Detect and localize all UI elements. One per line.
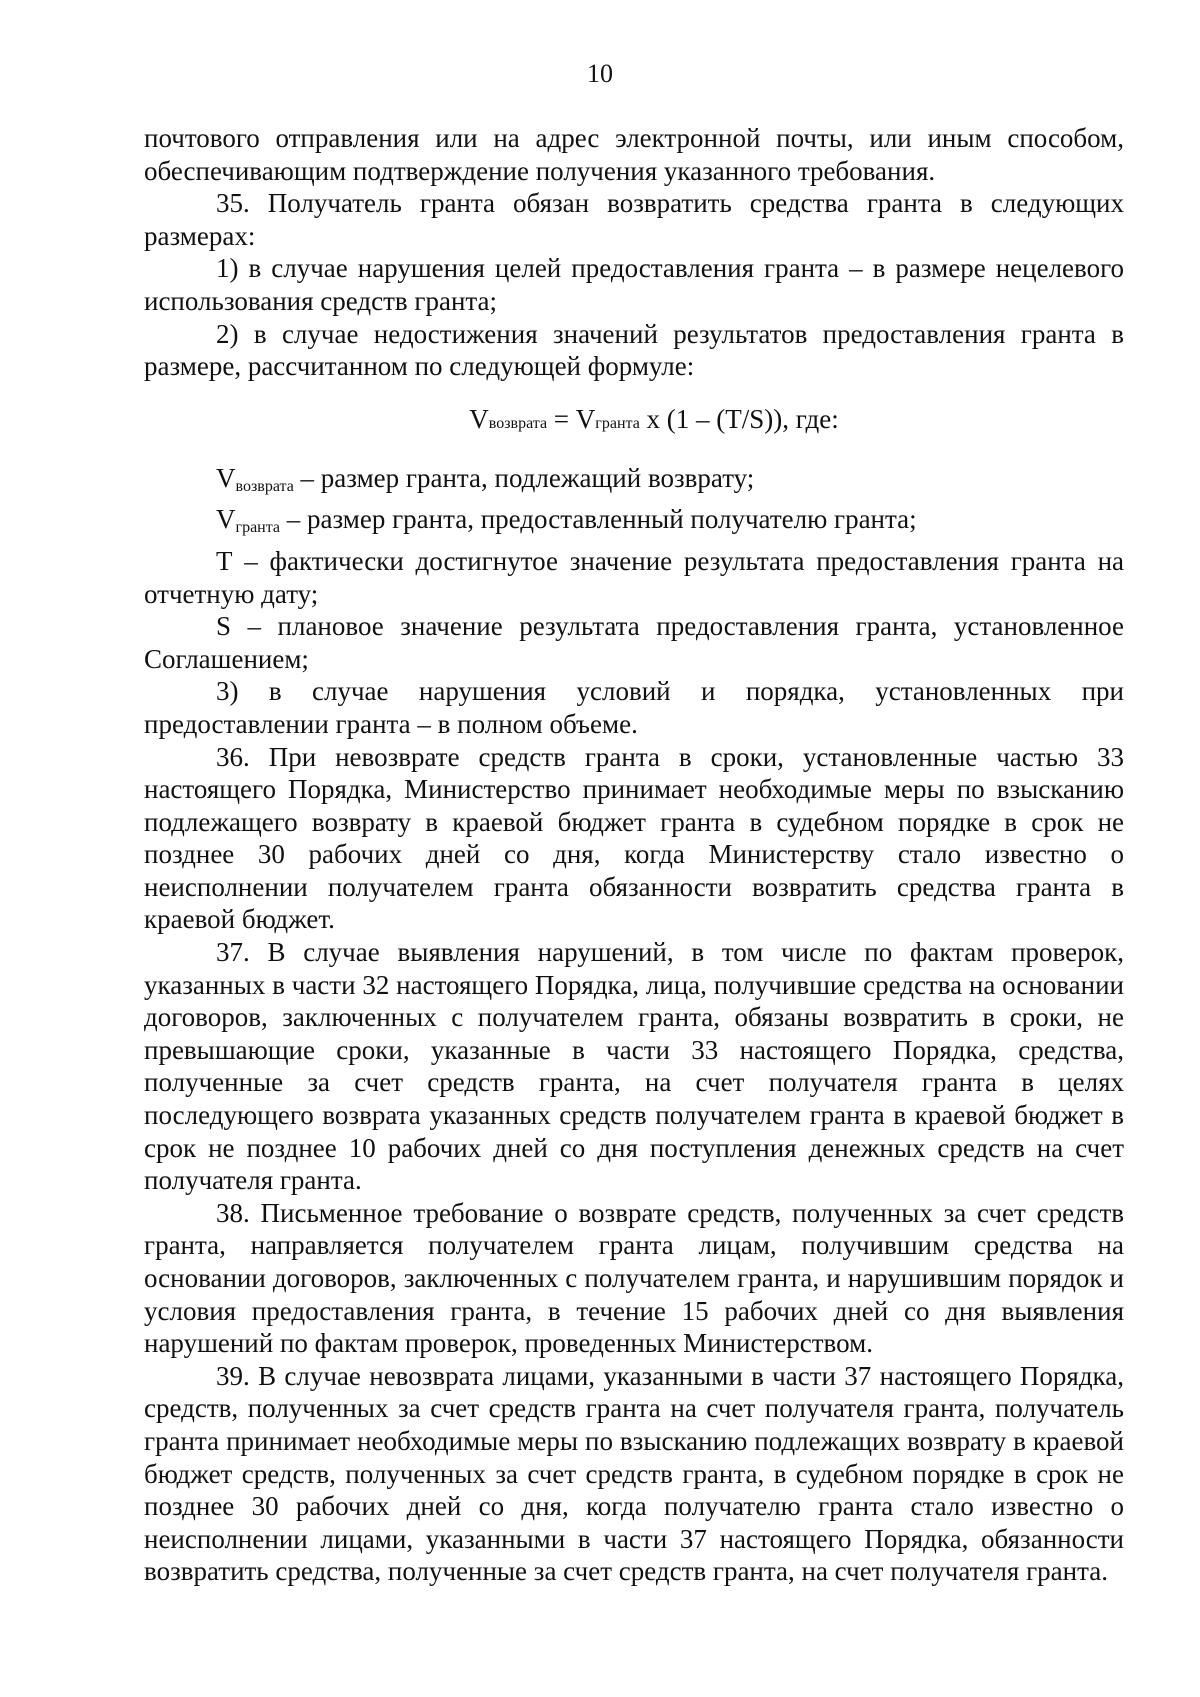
formula-v-grant-symbol: V	[575, 403, 596, 434]
paragraph-38: 38. Письменное требование о возврате средств, полученных за счет средств гранта, направляется получателем гранта лицам, получившим средства на основании договоров, заключенных с получателем гранта, и нарушившим порядок и условия предоставления гранта, в течение 15 рабочих дней со дня выявления нарушений по фактам проверок, проведенных Министерством.	[144, 1197, 1124, 1359]
paragraph-36: 36. При невозврате средств гранта в сроки, установленные частью 33 настоящего Порядка, Министерство принимает необходимые меры по взысканию подлежащего возврату в краевой бюджет гранта в судебном порядке в срок не позднее 30 рабочих дней со дня, когда Министерству стало известно о неисполнении получателем гранта обязанности возвратить средства гранта в краевой бюджет.	[144, 741, 1124, 935]
page-number: 10	[587, 59, 613, 88]
paragraph-37: 37. В случае выявления нарушений, в том числе по фактам проверок, указанных в части 32 настоящего Порядка, лица, получившие средства на основании договоров, заключенных с получателем гранта, обязаны возвратить в сроки, не превышающие сроки, указанные в части 33 настоящего Порядка, средства, полученные за счет средств гранта, на счет получателя гранта в целях последующего возврата указанных средств получателем гранта в краевой бюджет в срок не позднее 10 рабочих дней со дня поступления денежных средств на счет получателя гранта.	[144, 937, 1124, 1196]
paragraph-39: 39. В случае невозврата лицами, указанными в части 37 настоящего Порядка, средств, полученных за счет средств гранта на счет получателя гранта, получатель гранта принимает необходимые меры по взысканию подлежащих возврату в краевой бюджет средств, полученных за счет средств гранта, в судебном порядке в срок не позднее 30 рабочих дней со дня, когда получателю гранта стало известно о неисполнении лицами, указанными в части 37 настоящего Порядка, обязанности возвратить средства, полученные за счет средств гранта, на счет получателя гранта.	[144, 1360, 1124, 1587]
formula-rest: x (1 – (T/S)), где:	[639, 403, 839, 434]
formula-v-return-subscript: возврата	[488, 414, 548, 432]
paragraph-35-item-1: 1) в случае нарушения целей предоставления гранта – в размере нецелевого использования средств гранта;	[144, 253, 1124, 316]
document-body	[144, 122, 1124, 1588]
definition-v-grant	[144, 503, 1124, 545]
formula-equals: =	[547, 403, 576, 434]
definition-s: S – плановое значение результата предоставления гранта, установленное Соглашением;	[144, 611, 1124, 674]
paragraph-35: 35. Получатель гранта обязан возвратить средства гранта в следующих размерах:	[144, 188, 1124, 251]
definition-v-return-text: – размер гранта, подлежащий возврату;	[293, 462, 755, 493]
definition-v-grant-subscript: гранта	[235, 519, 281, 537]
formula	[144, 401, 1124, 442]
definition-v-return-subscript: возврата	[235, 477, 294, 495]
definition-v-return	[144, 462, 1124, 504]
paragraph-35-item-2: 2) в случае недостижения значений результатов предоставления гранта в размере, рассчитанном по следующей формуле:	[144, 318, 1124, 382]
definition-v-grant-symbol: V	[216, 504, 236, 535]
formula-v-grant-subscript: гранта	[595, 414, 640, 432]
formula-v-symbol: V	[469, 403, 489, 434]
definition-v-return-symbol: V	[216, 462, 236, 493]
definition-t: Т – фактически достигнутое значение результата предоставления гранта на отчетную дату;	[144, 545, 1124, 609]
paragraph-continuation: почтового отправления или на адрес электронной почты, или иным способом, обеспечивающим подтверждение получения указанного требования.	[144, 123, 1124, 186]
definition-v-grant-text: – размер гранта, предоставленный получателю гранта;	[280, 504, 917, 535]
paragraph-35-item-3: 3) в случае нарушения условий и порядка, установленных при предоставлении гранта – в полном объеме.	[144, 676, 1124, 739]
